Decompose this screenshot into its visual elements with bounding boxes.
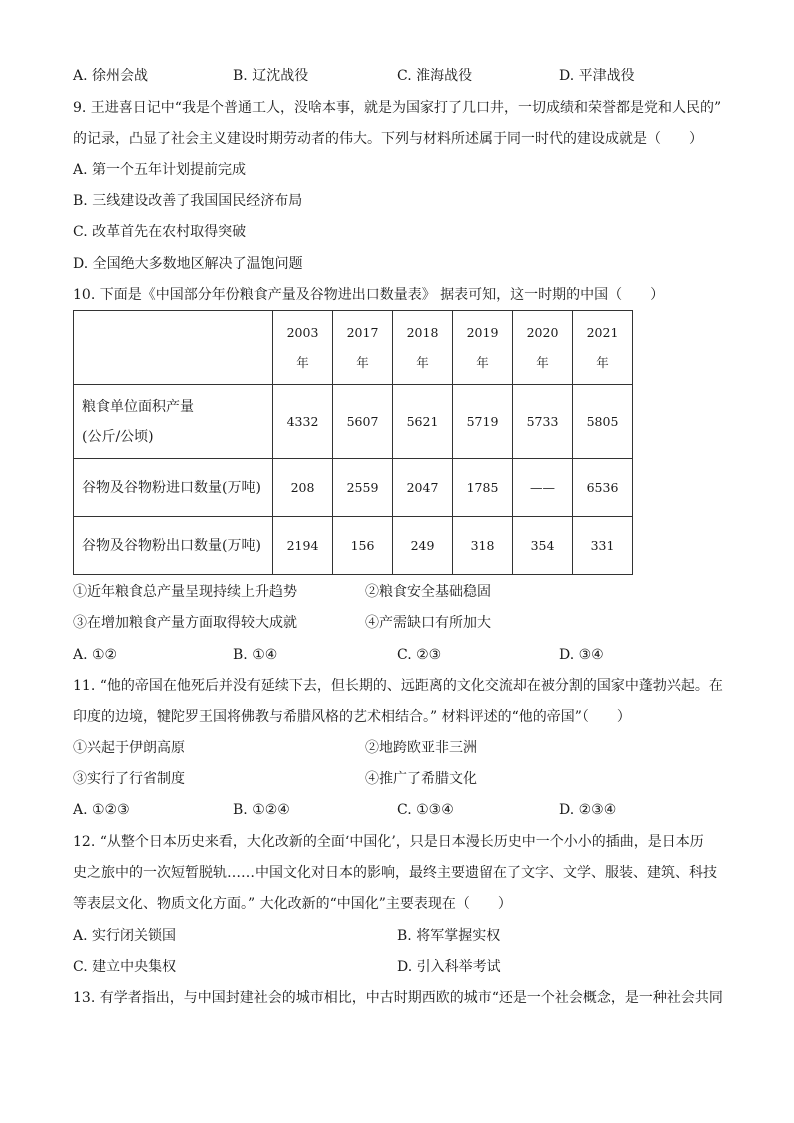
q10-option-b: B. ①④ — [233, 647, 278, 663]
table-row — [74, 459, 633, 517]
q12-stem-line1: 12. “从整个日本历史来看，大化改新的全面‘中国化’，只是日本漫长历史中一个小小的插曲，是日本历 — [73, 834, 704, 850]
table-cell: 5805 — [573, 385, 633, 459]
table-cell: 5733 — [513, 385, 573, 459]
q12-stem-line3: 等表层文化、物质文化方面。” 大化改新的“中国化”主要表现在（ ） — [73, 896, 512, 912]
q11-statement-1: ①兴起于伊朗高原 — [73, 740, 185, 756]
row-label-line2: (公斤/公顷) — [82, 428, 154, 445]
table-cell: 1785 — [453, 459, 513, 517]
q8-option-a: A. 徐州会战 — [73, 68, 149, 84]
q10-option-c: C. ②③ — [397, 647, 442, 663]
q11-stem-line2: 印度的边境，犍陀罗王国将佛教与希腊风格的艺术相结合。” 材料评述的“他的帝国”（ ） — [73, 709, 631, 725]
year-header-cell — [513, 311, 573, 385]
year-header-cell — [273, 311, 333, 385]
grain-data-table — [73, 310, 633, 575]
q9-option-a: A. 第一个五年计划提前完成 — [73, 162, 247, 178]
q11-option-d: D. ②③④ — [559, 802, 617, 818]
q8-option-c: C. 淮海战役 — [397, 68, 473, 84]
year-unit: 年 — [536, 354, 549, 370]
year-header-cell — [573, 311, 633, 385]
year-value: 2017 — [346, 324, 379, 340]
q9-stem-line1: 9. 王进喜日记中“我是个普通工人，没啥本事，就是为国家打了几口井，一切成绩和荣誉都是党和人民的” — [73, 100, 722, 116]
q10-option-a: A. ①② — [73, 647, 118, 663]
table-header-row — [74, 311, 633, 385]
q12-option-a: A. 实行闭关锁国 — [73, 928, 177, 944]
q10-statement-4: ④产需缺口有所加大 — [365, 615, 491, 631]
year-unit: 年 — [596, 354, 609, 370]
table-corner-cell — [74, 311, 273, 385]
table-cell: 318 — [453, 517, 513, 575]
q10-statement-2: ②粮食安全基础稳固 — [365, 584, 491, 600]
table-cell: 5719 — [453, 385, 513, 459]
year-value: 2019 — [466, 324, 499, 340]
year-unit: 年 — [476, 354, 489, 370]
table-cell: 208 — [273, 459, 333, 517]
q9-option-c: C. 改革首先在农村取得突破 — [73, 224, 247, 240]
row-label — [74, 385, 273, 459]
q9-option-b: B. 三线建设改善了我国国民经济布局 — [73, 193, 303, 209]
q12-option-d: D. 引入科举考试 — [397, 959, 501, 975]
row-label: 谷物及谷物粉出口数量(万吨) — [74, 517, 273, 575]
q11-option-c: C. ①③④ — [397, 802, 454, 818]
q11-option-a: A. ①②③ — [73, 802, 130, 818]
year-header-cell — [333, 311, 393, 385]
q11-statement-3: ③实行了行省制度 — [73, 771, 185, 787]
q10-stem: 10. 下面是《中国部分年份粮食产量及谷物进出口数量表》 据表可知，这一时期的中国（ ） — [73, 287, 665, 303]
table-cell: 156 — [333, 517, 393, 575]
q10-statement-3: ③在增加粮食产量方面取得较大成就 — [73, 615, 297, 631]
q9-stem-line2: 的记录，凸显了社会主义建设时期劳动者的伟大。下列与材料所述属于同一时代的建设成就是（ ） — [73, 131, 703, 147]
q11-option-b: B. ①②④ — [233, 802, 290, 818]
year-value: 2020 — [526, 324, 559, 340]
q10-option-d: D. ③④ — [559, 647, 604, 663]
table-cell: 2047 — [393, 459, 453, 517]
table-cell: 5621 — [393, 385, 453, 459]
q11-statement-2: ②地跨欧亚非三洲 — [365, 740, 477, 756]
year-unit: 年 — [356, 354, 369, 370]
year-value: 2021 — [586, 324, 619, 340]
table-cell: 331 — [573, 517, 633, 575]
year-header-cell — [393, 311, 453, 385]
table-cell: 6536 — [573, 459, 633, 517]
q9-option-d: D. 全国绝大多数地区解决了温饱问题 — [73, 256, 303, 272]
q13-stem-line1: 13. 有学者指出，与中国封建社会的城市相比，中古时期西欧的城市“还是一个社会概念，是一种社会共同 — [73, 990, 723, 1006]
year-unit: 年 — [296, 354, 309, 370]
table-cell: 249 — [393, 517, 453, 575]
table-row — [74, 385, 633, 459]
year-header-cell — [453, 311, 513, 385]
table-cell: —— — [513, 459, 573, 517]
row-label-line1: 粮食单位面积产量 — [82, 398, 194, 415]
q12-option-b: B. 将军掌握实权 — [397, 928, 501, 944]
q8-option-d: D. 平津战役 — [559, 68, 635, 84]
q12-stem-line2: 史之旅中的一次短暂脱轨……中国文化对日本的影响，最终主要遗留在了文字、文学、服装、建筑、科技 — [73, 865, 717, 881]
year-unit: 年 — [416, 354, 429, 370]
q12-option-c: C. 建立中央集权 — [73, 959, 177, 975]
table-cell: 5607 — [333, 385, 393, 459]
q11-stem-line1: 11. “他的帝国在他死后并没有延续下去，但长期的、远距离的文化交流却在被分割的国家中蓬勃兴起。在 — [73, 678, 723, 694]
table-row — [74, 517, 633, 575]
table-cell: 354 — [513, 517, 573, 575]
q8-option-b: B. 辽沈战役 — [233, 68, 309, 84]
q10-statement-1: ①近年粮食总产量呈现持续上升趋势 — [73, 584, 297, 600]
year-value: 2003 — [286, 324, 319, 340]
year-value: 2018 — [406, 324, 439, 340]
table-cell: 2194 — [273, 517, 333, 575]
q11-statement-4: ④推广了希腊文化 — [365, 771, 477, 787]
table-cell: 2559 — [333, 459, 393, 517]
row-label: 谷物及谷物粉进口数量(万吨) — [74, 459, 273, 517]
table-cell: 4332 — [273, 385, 333, 459]
